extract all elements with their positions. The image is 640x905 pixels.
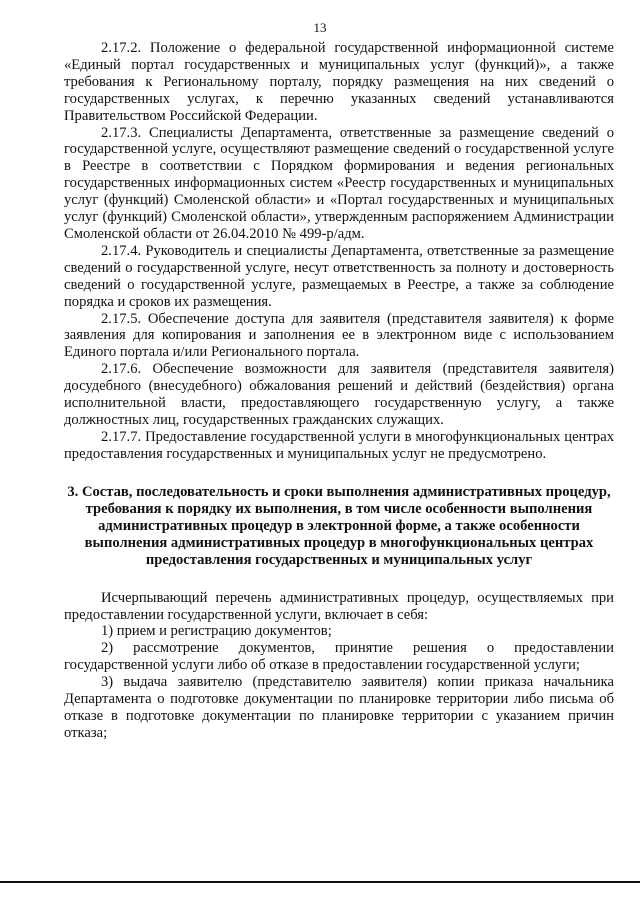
section-3-intro: Исчерпывающий перечень административных процедур, осуществляемых при предоставлении государственной услуги, включает в себя: (64, 589, 614, 623)
paragraph-2-17-3: 2.17.3. Специалисты Департамента, ответственные за размещение сведений о государственной услуге, осуществляют размещение сведений о государственной услуге в Реестре в соответствии с Порядком формирования и ведения региональных государственных информационных систем «Реестр государственных и муниципальных услуг (функций) Смоленской области» и «Портал государственных и муниципальных услуг (функций) Смоленской области», утвержденным распоряжением Администрации Смоленской области от 26.04.2010 № 499-р/адм. (64, 124, 614, 242)
paragraph-2-17-6: 2.17.6. Обеспечение возможности для заявителя (представителя заявителя) досудебного (внесудебного) обжалования решений и действий (бездействия) органа исполнительной власти, предоставляющего государственную услугу, а также должностных лиц, государственных гражданских служащих. (64, 361, 614, 428)
paragraph-2-17-7: 2.17.7. Предоставление государственной услуги в многофункциональных центрах предоставления государственных и муниципальных услуг не предусмотрено. (64, 428, 614, 462)
paragraph-2-17-2: 2.17.2. Положение о федеральной государственной информационной системе «Единый портал государственных и муниципальных услуг (функций)», а также требования к Региональному порталу, порядку размещения на них сведений о государственных услугах, к перечню указанных сведений устанавливаются Правительством Российской Федерации. (64, 40, 614, 124)
list-item-2: 2) рассмотрение документов, принятие решения о предоставлении государственной услуги либо об отказе в предоставлении государственной услуги; (64, 640, 614, 674)
paragraph-2-17-4: 2.17.4. Руководитель и специалисты Департамента, ответственные за размещение сведений о государственной услуге, несут ответственность за полноту и достоверность сведений о государственной услуге, размещаемых в Реестре, а также за соблюдение порядка и сроков их размещения. (64, 242, 614, 310)
list-item-1: 1) прием и регистрацию документов; (101, 623, 332, 640)
list-item-3: 3) выдача заявителю (представителю заявителя) копии приказа начальника Департамента о подготовке документации по планировке территории либо письма об отказе в подготовке документации по планировке территории с указанием причин отказа; (64, 674, 614, 741)
document-body (64, 40, 614, 742)
section-3-heading: 3. Состав, последовательность и сроки выполнения административных процедур, требования к порядку их выполнения, в том числе особенности выполнения административных процедур в электронной форме, а также особенности выполнения административных процедур в многофункциональных центрах предоставления государственных и муниципальных услуг (67, 483, 611, 568)
page-number: 13 (313, 20, 327, 35)
bottom-rule (0, 881, 640, 883)
paragraph-2-17-5: 2.17.5. Обеспечение доступа для заявителя (представителя заявителя) к форме заявления для копирования и заполнения ее в электронном виде с использованием Единого портала и/или Регионального портала. (64, 310, 614, 361)
